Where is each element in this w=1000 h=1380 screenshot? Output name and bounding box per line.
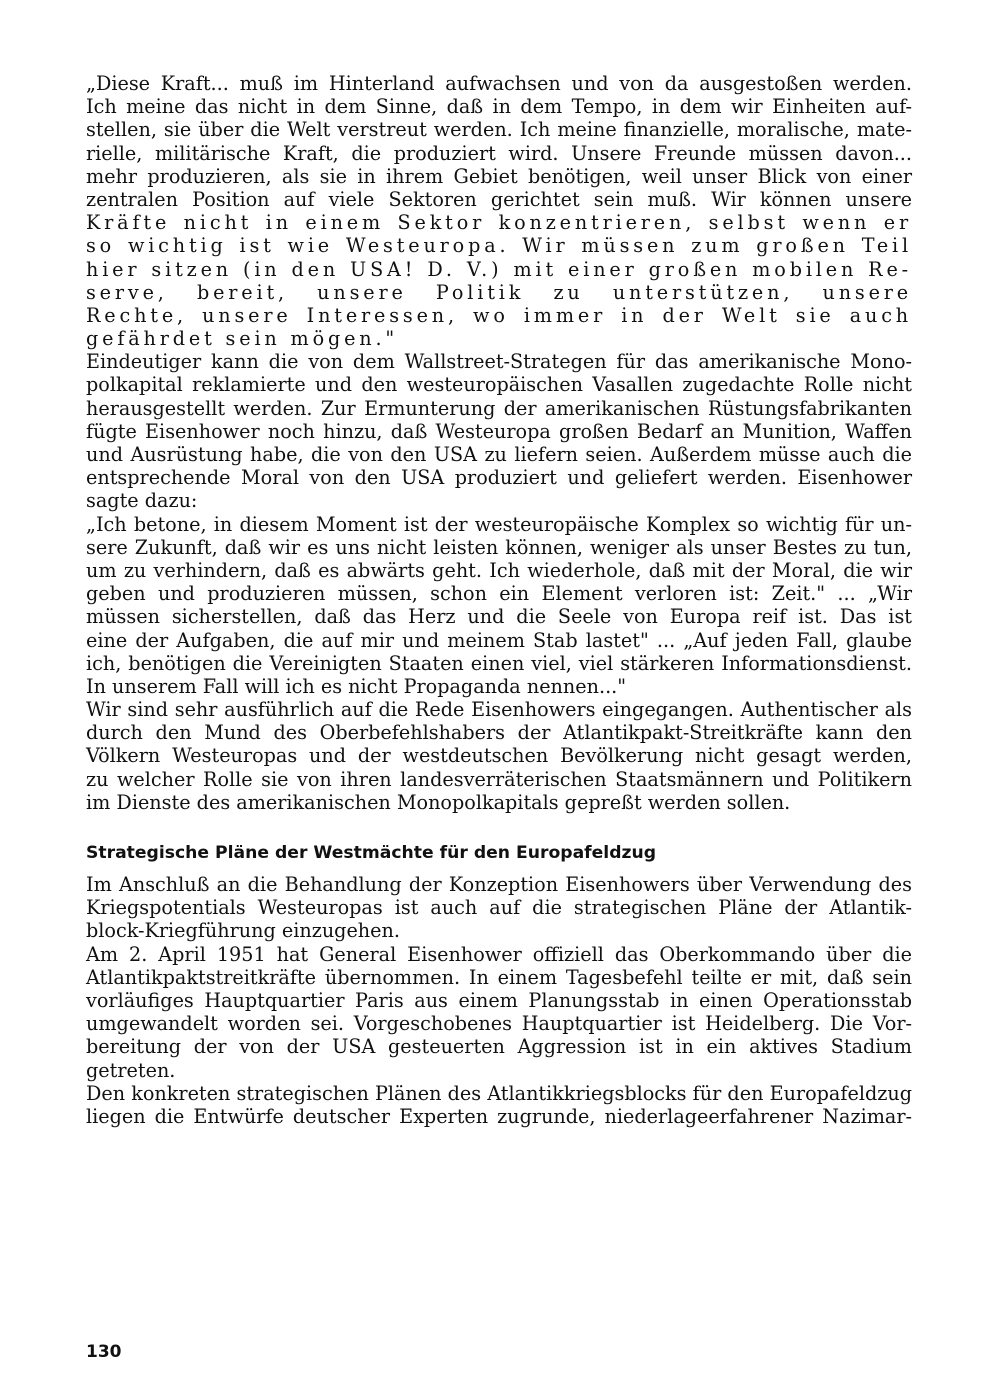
- text-line: polkapital reklamierte und den westeuropäischen Vasallen zugedachte Rolle nicht: [86, 373, 912, 397]
- text-line: zentralen Position auf viele Sektoren gerichtet sein muß. Wir können unsere: [86, 187, 912, 211]
- text-line: In unserem Fall will ich es nicht Propaganda nennen...": [86, 674, 627, 698]
- text-line: herausgestellt werden. Zur Ermunterung der amerikanischen Rüstungsfabrikanten: [86, 396, 912, 420]
- text-line: müssen sicherstellen, daß das Herz und die Seele von Europa reif ist. Das ist: [86, 605, 912, 629]
- paragraph-german-experts: [86, 1082, 912, 1128]
- text-line: getreten.: [86, 1058, 176, 1082]
- text-line: ich, benötigen die Vereinigten Staaten einen viel, viel stärkeren Informationsdienst.: [86, 651, 912, 675]
- text-line: „Diese Kraft... muß im Hinterland aufwachsen und von da ausgestoßen werden.: [86, 72, 912, 95]
- quote-eisenhower-2: [86, 513, 912, 699]
- text-line: rielle, militärische Kraft, die produziert wird. Unsere Freunde müssen davon...: [86, 141, 912, 165]
- text-line: Ich meine das nicht in dem Sinne, daß in dem Tempo, in dem wir Einheiten auf-: [86, 95, 912, 119]
- text-line: Wir sind sehr ausführlich auf die Rede Eisenhowers eingegangen. Authentischer als: [86, 698, 912, 722]
- paragraph-headquarters: [86, 943, 912, 1082]
- text-line: liegen die Entwürfe deutscher Experten zugrunde, niederlageerfahrener Nazimar-: [86, 1104, 912, 1128]
- paragraph-strategic-plans: [86, 873, 912, 943]
- text-line: „Ich betone, in diesem Moment ist der westeuropäische Komplex so wichtig für un-: [86, 512, 912, 536]
- paragraph-commentary: [86, 698, 912, 814]
- text-line: sere Zukunft, daß wir es uns nicht leisten können, weniger als unser Bestes zu tun,: [86, 535, 912, 559]
- page-body: [86, 72, 912, 1128]
- text-line: Eindeutiger kann die von dem Wallstreet-Strategen für das amerikanische Mono-: [86, 350, 912, 374]
- text-line-emphasized: Rechte, unsere Interessen, wo immer in der Welt sie auch: [86, 303, 912, 327]
- text-line: entsprechende Moral von den USA produziert und geliefert werden. Eisenhower: [86, 466, 912, 490]
- text-line: block-Kriegführung einzugehen.: [86, 919, 400, 943]
- text-line: Völkern Westeuropas und der westdeutschen Bevölkerung nicht gesagt werden,: [86, 744, 912, 768]
- page-number: 130: [86, 1342, 122, 1362]
- text-line: sagte dazu:: [86, 489, 198, 513]
- quote-eisenhower-1: [86, 72, 912, 350]
- text-line: geben und produzieren müssen, schon ein Element verloren ist: Zeit." ... „Wir: [86, 582, 912, 606]
- text-line: stellen, sie über die Welt verstreut werden. Ich meine finanzielle, moralische, mate-: [86, 118, 912, 142]
- text-line-emphasized: gefährdet sein mögen.": [86, 327, 399, 351]
- text-line: mehr produzieren, als sie in ihrem Gebiet benötigen, weil unser Blick von einer: [86, 164, 912, 188]
- text-line: fügte Eisenhower noch hinzu, daß Westeuropa großen Bedarf an Munition, Waffen: [86, 419, 912, 443]
- text-line: bereitung der von der USA gesteuerten Aggression ist in ein aktives Stadium: [86, 1035, 912, 1059]
- text-line-emphasized: serve, bereit, unsere Politik zu unterstützen, unsere: [86, 280, 912, 304]
- text-line: Atlantikpaktstreitkräfte übernommen. In einem Tagesbefehl teilte er mit, daß sein: [86, 965, 912, 989]
- section-heading: Strategische Pläne der Westmächte für den Europafeldzug: [86, 843, 657, 863]
- text-line: um zu verhindern, daß es abwärts geht. Ich wiederhole, daß mit der Moral, die wir: [86, 558, 912, 582]
- text-line: Im Anschluß an die Behandlung der Konzeption Eisenhowers über Verwendung des: [86, 873, 912, 896]
- text-line: und Ausrüstung habe, die von den USA zu liefern seien. Außerdem müsse auch die: [86, 443, 912, 466]
- text-line: Den konkreten strategischen Plänen des Atlantikkriegsblocks für den Europafeldzug: [86, 1081, 912, 1105]
- text-line: eine der Aufgaben, die auf mir und meinem Stab lastet" ... „Auf jeden Fall, glaube: [86, 628, 912, 652]
- text-line: durch den Mund des Oberbefehlshabers der Atlantikpakt-Streitkräfte kann den: [86, 721, 912, 745]
- paragraph-role-of-europe: [86, 350, 912, 512]
- text-line-emphasized: Kräfte nicht in einem Sektor konzentrieren, selbst wenn er: [86, 211, 912, 235]
- text-line: umgewandelt worden sei. Vorgeschobenes Hauptquartier ist Heidelberg. Die Vor-: [86, 1012, 912, 1036]
- text-line-emphasized: hier sitzen (in den USA! D. V.) mit einer großen mobilen Re-: [86, 257, 912, 281]
- text-line: im Dienste des amerikanischen Monopolkapitals gepreßt werden sollen.: [86, 790, 791, 814]
- text-line: Kriegspotentials Westeuropas ist auch auf die strategischen Pläne der Atlantik-: [86, 896, 912, 920]
- text-line: zu welcher Rolle sie von ihren landesverräterischen Staatsmännern und Politikern: [86, 767, 912, 791]
- text-line: vorläufiges Hauptquartier Paris aus einem Planungsstab in einen Operationsstab: [86, 988, 912, 1012]
- text-line: Am 2. April 1951 hat General Eisenhower offiziell das Oberkommando über die: [86, 942, 912, 966]
- text-line-emphasized: so wichtig ist wie Westeuropa. Wir müssen zum großen Teil: [86, 234, 912, 258]
